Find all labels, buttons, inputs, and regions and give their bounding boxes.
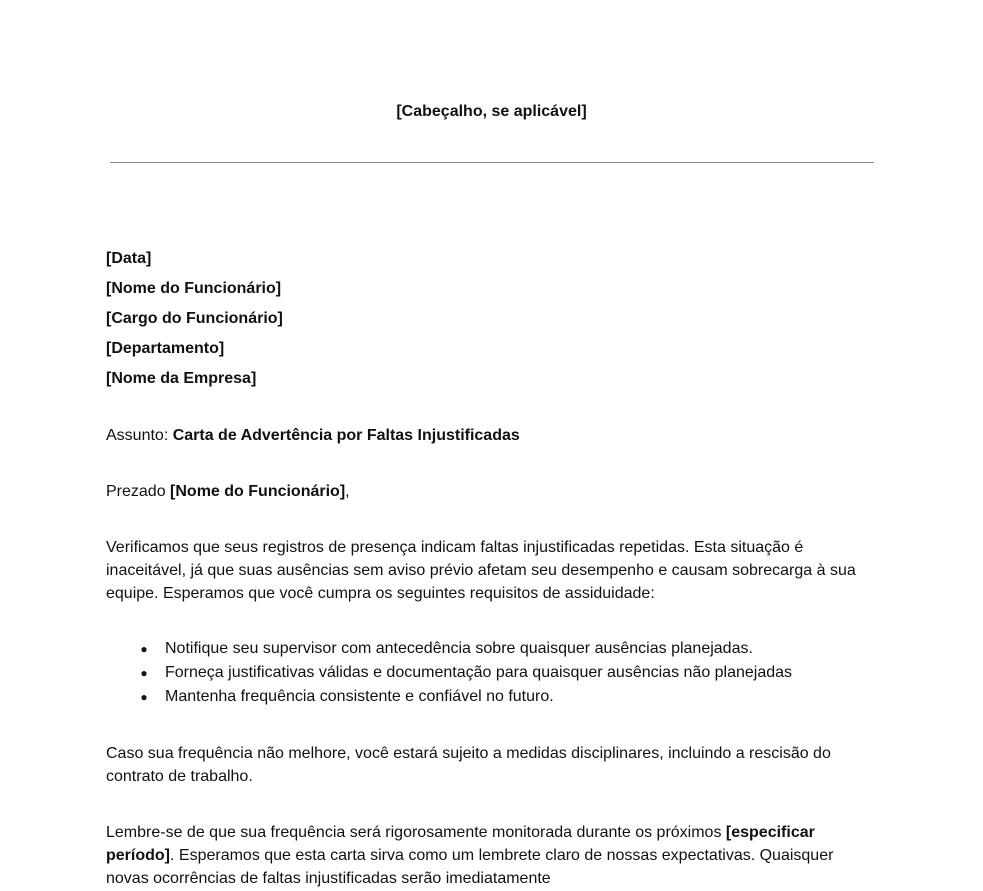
greeting-line xyxy=(106,480,876,503)
paragraph-3-end: . Esperamos que esta carta sirva como um lembrete claro de nossas expectativas. Quaisquer novas ocorrências de faltas injustificadas serão imediatamente xyxy=(106,847,834,887)
recipient-info-block xyxy=(106,244,876,394)
list-item xyxy=(106,685,876,709)
subject-text: Carta de Advertência por Faltas Injustificadas xyxy=(172,427,520,444)
greeting-suffix: , xyxy=(345,483,350,500)
subject-prefix: Assunto: xyxy=(106,427,173,444)
info-employee-name: [Nome do Funcionário] xyxy=(106,280,282,297)
info-date: [Data] xyxy=(106,250,152,267)
header-title: [Cabeçalho, se aplicável] xyxy=(396,103,587,120)
subject-line xyxy=(106,424,876,447)
list-item xyxy=(106,661,876,685)
bullet-icon: ● xyxy=(140,666,148,680)
body-paragraph-2: Caso sua frequência não melhore, você estará sujeito a medidas disciplinares, incluindo a rescisão do contrato de trabalho. xyxy=(106,745,831,785)
body-paragraph-3 xyxy=(106,821,876,890)
requirement-text: Forneça justificativas válidas e documentação para quaisquer ausências não planejadas xyxy=(165,664,793,681)
requirements-list xyxy=(106,637,876,709)
letter-content xyxy=(106,244,876,890)
period-placeholder: [especificar período] xyxy=(106,824,815,864)
requirement-text: Notifique seu supervisor com antecedência sobre quaisquer ausências planejadas. xyxy=(165,640,753,657)
bullet-icon: ● xyxy=(140,642,148,656)
list-item xyxy=(106,637,876,661)
requirement-text: Mantenha frequência consistente e confiável no futuro. xyxy=(165,688,554,705)
info-department: [Departamento] xyxy=(106,340,225,357)
info-employee-role: [Cargo do Funcionário] xyxy=(106,310,283,327)
info-company-name: [Nome da Empresa] xyxy=(106,370,257,387)
greeting-name: [Nome do Funcionário] xyxy=(170,483,346,500)
header-divider xyxy=(110,162,874,163)
bullet-icon: ● xyxy=(140,690,148,704)
body-paragraph-1: Verificamos que seus registros de presença indicam faltas injustificadas repetidas. Esta situação é inaceitável, já que suas ausências sem aviso prévio afetam seu desempenho e causam sobrecarga à sua equipe. Esperamos que você cumpra os seguintes requisitos de assiduidade: xyxy=(106,539,856,602)
paragraph-3-start: Lembre-se de que sua frequência será rigorosamente monitorada durante os próximos xyxy=(106,824,726,841)
greeting-prefix: Prezado xyxy=(106,483,171,500)
